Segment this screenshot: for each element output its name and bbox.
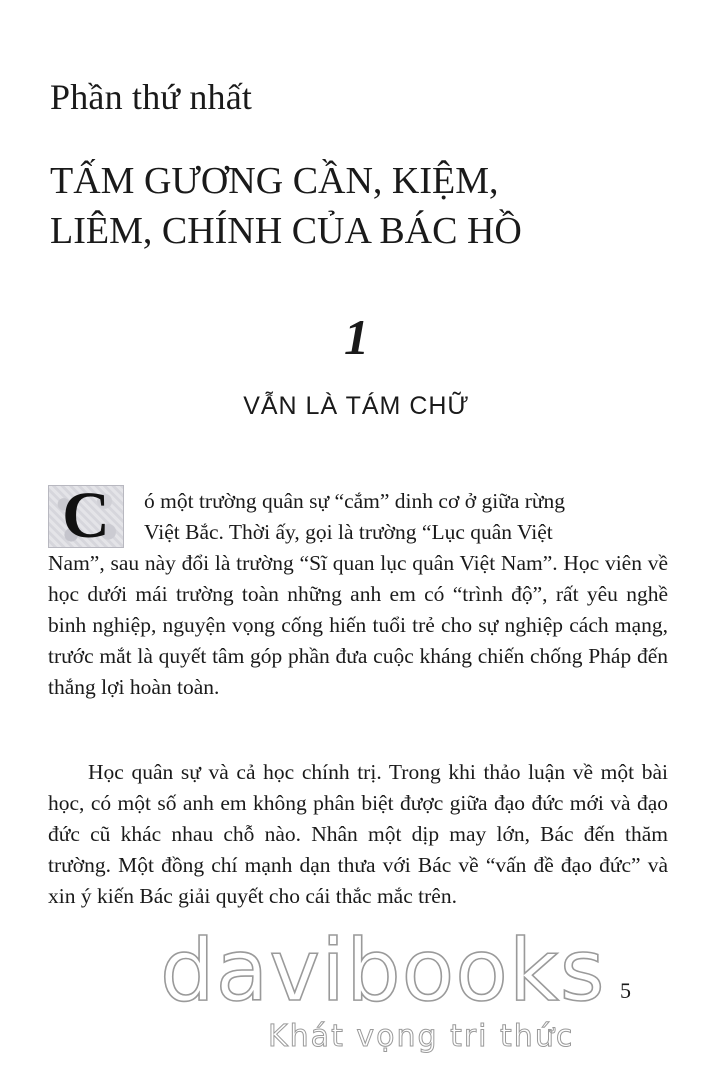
watermark-brand: davibooks: [160, 921, 606, 1021]
chapter-title: VẪN LÀ TÁM CHỮ: [243, 392, 470, 420]
paragraph-1: [48, 486, 668, 703]
main-title-line-2: LIÊM, CHÍNH CỦA BÁC HỒ: [50, 210, 522, 252]
part-title: Phần thứ nhất: [50, 77, 253, 117]
paragraph-1-line-2: Việt Bắc. Thời ấy, gọi là trường “Lục quân Việt: [144, 520, 553, 544]
page-number: 5: [620, 978, 631, 1003]
paragraph-2-text: Học quân sự và cả học chính trị. Trong khi thảo luận về một bài học, có một số anh em không phân biệt được giữa đạo đức mới và đạo đức cũ khác nhau chỗ nào. Nhân một dịp may lớn, Bác đến thăm trường. Một đồng chí mạnh dạn thưa với Bác về “vấn đề đạo đức” và xin ý kiến Bác giải quyết cho cái thắc mắc trên.: [48, 760, 668, 908]
dropcap-letter: C: [62, 479, 110, 552]
chapter-number: 1: [344, 309, 369, 365]
paragraph-1-line-1: ó một trường quân sự “cắm” dinh cơ ở giữa rừng: [144, 489, 566, 513]
main-title-line-1: TẤM GƯƠNG CẦN, KIỆM,: [50, 160, 499, 202]
main-title: [50, 156, 522, 256]
paragraph-2: [48, 757, 668, 912]
watermark-slogan: Khát vọng tri thức: [268, 1019, 575, 1054]
paragraph-1-rest: Nam”, sau này đổi là trường “Sĩ quan lục quân Việt Nam”. Học viên về học dưới mái trường toàn những anh em có “trình độ”, rất yêu nghề binh nghiệp, nguyện vọng cống hiến tuổi trẻ cho sự nghiệp cách mạng, trước mắt là quyết tâm góp phần đưa cuộc kháng chiến chống Pháp đến thắng lợi hoàn toàn.: [48, 551, 668, 699]
